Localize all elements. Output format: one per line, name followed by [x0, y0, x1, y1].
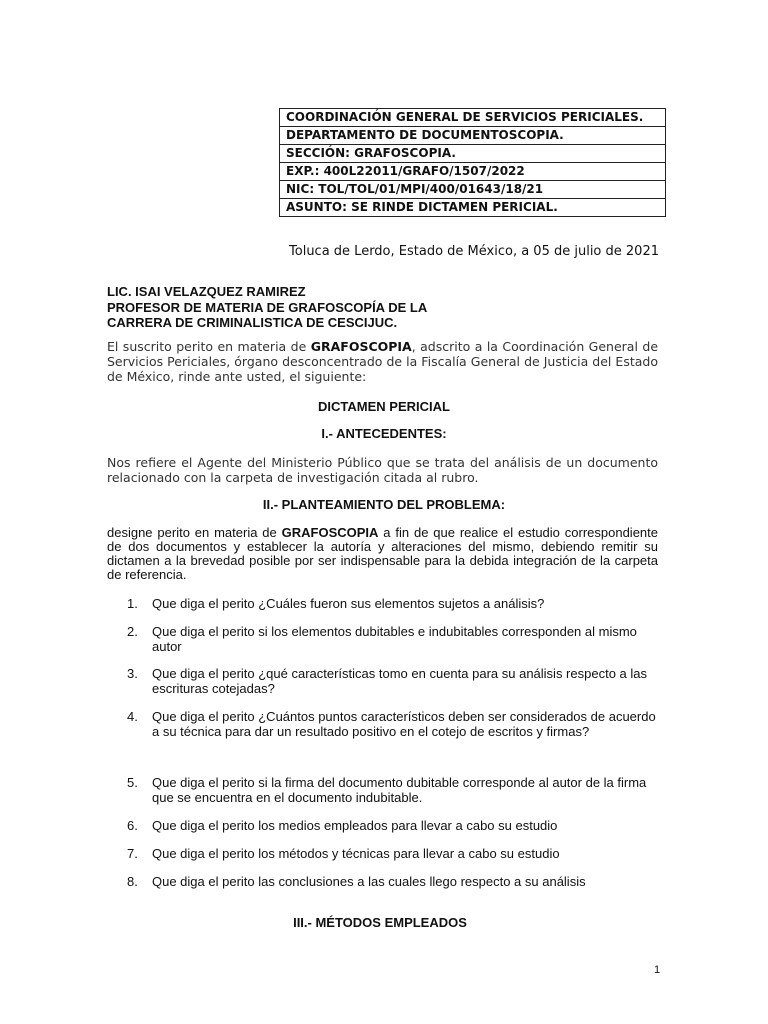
list-item [107, 666, 662, 696]
header-row-nic: NIC: TOL/TOL/01/MPI/400/01643/18/21 [280, 181, 665, 199]
question-number: 5. [127, 775, 138, 790]
intro-text-after: , adscrito a la Coordinación General de Servicios Periciales, órgano desconcentrado de la Fiscalía General de Justicia del Estado de México, rinde ante usted, el siguiente: [107, 339, 659, 384]
question-number: 2. [127, 624, 138, 639]
section-2-text-before: designe perito en materia de [107, 525, 282, 540]
list-item [107, 775, 662, 805]
question-text: Que diga el perito ¿Cuántos puntos característicos deben ser considerados de acuerdo a su técnica para dar un resultado positivo en el cotejo de escritos y firmas? [152, 709, 656, 739]
recipient-block [107, 284, 427, 331]
header-row-section: SECCIÓN: GRAFOSCOPIA. [280, 145, 665, 163]
question-number: 1. [127, 596, 138, 611]
section-2-text-after: a fin de que realice el estudio correspondiente de dos documentos y establecer la autoría y alteraciones del mismo, debiendo remitir su dictamen a la brevedad posible por ser indispensable para la debida integración de la carpeta de referencia. [107, 525, 658, 582]
section-2-text-bold: GRAFOSCOPIA [281, 525, 379, 540]
page-number: 1 [654, 964, 661, 976]
question-text: Que diga el perito las conclusiones a las cuales llego respecto a su análisis [152, 874, 586, 889]
question-number: 6. [127, 818, 138, 833]
list-item [107, 818, 662, 833]
header-row-coordination: COORDINACIÓN GENERAL DE SERVICIOS PERICIALES. [280, 109, 665, 127]
header-row-asunto: ASUNTO: SE RINDE DICTAMEN PERICIAL. [280, 199, 665, 217]
intro-paragraph [107, 339, 658, 384]
recipient-institution: CARRERA DE CRIMINALISTICA DE CESCIJUC. [107, 315, 398, 330]
intro-text-before: El suscrito perito en materia de [107, 339, 311, 354]
question-text: Que diga el perito los medios empleados para llevar a cabo su estudio [152, 818, 558, 833]
section-1-text: Nos refiere el Agente del Ministerio Público que se trata del análisis de un documento relacionado con la carpeta de investigación citada al rubro. [107, 455, 658, 485]
header-row-expediente: EXP.: 400L22011/GRAFO/1507/2022 [280, 163, 665, 181]
question-text: Que diga el perito los métodos y técnicas para llevar a cabo su estudio [152, 846, 560, 861]
document-title: DICTAMEN PERICIAL [318, 399, 450, 414]
question-text: Que diga el perito ¿Cuáles fueron sus elementos sujetos a análisis? [152, 596, 545, 611]
recipient-title: PROFESOR DE MATERIA DE GRAFOSCOPÍA DE LA [107, 299, 428, 315]
question-text: Que diga el perito si los elementos dubitables e indubitables corresponden al mismo autor [152, 624, 637, 654]
list-item [107, 596, 662, 611]
question-number: 4. [127, 709, 138, 724]
list-item [107, 709, 662, 739]
section-3-heading: III.- MÉTODOS EMPLEADOS [293, 915, 467, 930]
list-item [107, 874, 662, 889]
list-item [107, 624, 662, 654]
list-item [107, 846, 662, 861]
question-text: Que diga el perito si la firma del documento dubitable corresponde al autor de la firma que se encuentra en el documento indubitable. [152, 775, 647, 805]
section-2-heading: II.- PLANTEAMIENTO DEL PROBLEMA: [262, 497, 506, 512]
question-number: 3. [127, 666, 138, 681]
question-number: 8. [127, 874, 138, 889]
header-row-department: DEPARTAMENTO DE DOCUMENTOSCOPIA. [280, 127, 665, 145]
question-number: 7. [127, 846, 138, 861]
place-date: Toluca de Lerdo, Estado de México, a 05 de julio de 2021 [289, 244, 659, 259]
question-text: Que diga el perito ¿qué características tomo en cuenta para su análisis respecto a las escrituras cotejadas? [152, 666, 647, 696]
intro-text-bold: GRAFOSCOPIA [310, 339, 412, 354]
section-1-heading: I.- ANTECEDENTES: [321, 426, 447, 441]
recipient-name: LIC. ISAI VELAZQUEZ RAMIREZ [107, 284, 306, 299]
header-info-box [279, 108, 666, 217]
section-2-text [107, 526, 658, 582]
